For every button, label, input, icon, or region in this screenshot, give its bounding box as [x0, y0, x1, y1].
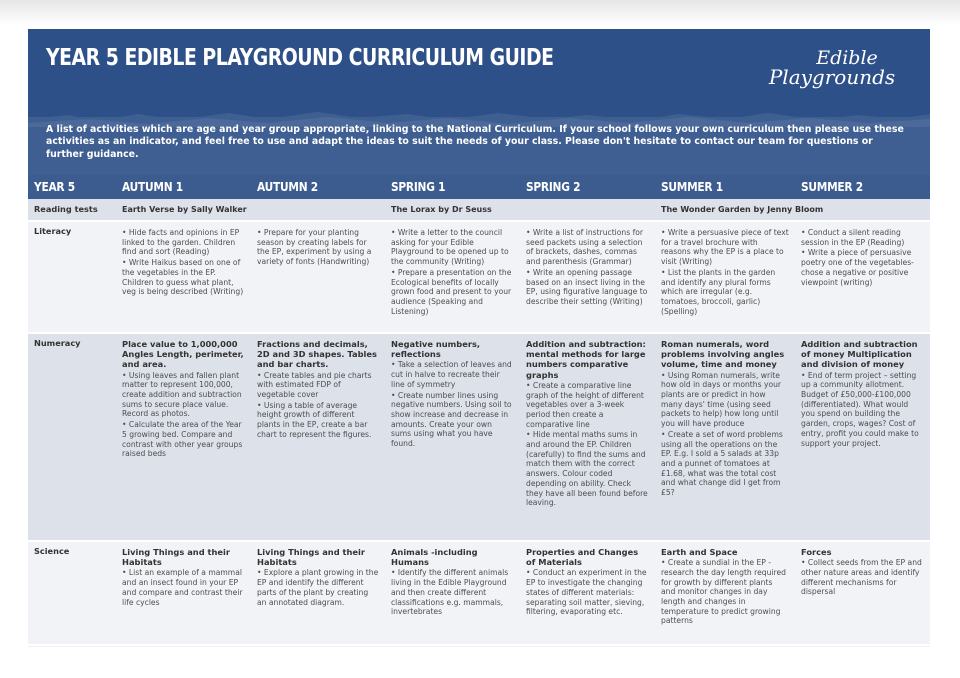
col-header-summer-1: SUMMER 1 [655, 175, 795, 199]
table-cell: Fractions and decimals, 2D and 3D shapes. Tables and bar charts. • Create tables and pie charts with estimated FDP of vegetable cover • Using a table of average height growth of different plants in the EP, create a bar chart to represent the figures. [251, 333, 385, 541]
table-cell: Roman numerals, word problems involving angles volume, time and money • Using Roman numerals, write how old in days or months your plants are or predict in how many days' time (using seed packets to help) how long until you will have produce • Create a set of word problems using all the operations on the EP. E.g. I sold a 5 salads at 33p and a punnet of tomatoes at £1.68, what was the total cost and what change did I get from £5? [655, 333, 795, 541]
col-header-summer-2: SUMMER 2 [795, 175, 930, 199]
table-cell: • Write a letter to the council asking for your Edible Playground to be opened up to the community (Writing) • Prepare a presentation on the Ecological benefits of locally grown food and present to your audience (Speaking and Listening) [385, 221, 520, 333]
col-header-spring-1: SPRING 1 [385, 175, 520, 199]
table-cell: • Conduct a silent reading session in the EP (Reading) • Write a piece of persuasive poetry one of the vegetables- chose a negative or positive viewpoint (writing) [795, 221, 930, 333]
row-label: Literacy [28, 221, 116, 333]
table-cell: Earth and Space • Create a sundial in the EP - research the day length required for growth by different plants and monitor changes in day length and changes in temperature to predict growing patterns [655, 541, 795, 645]
table-cell: • Prepare for your planting season by creating labels for the EP, experiment by using a variety of fonts (Handwriting) [251, 221, 385, 333]
row-label: Reading tests [28, 199, 116, 221]
curriculum-table [28, 175, 930, 646]
table-cell: Animals -including Humans • Identify the different animals living in the Edible Playground and then create different classifications e.g. mammals, invertebrates [385, 541, 520, 645]
logo-line-2: Playgrounds [768, 65, 896, 89]
intro-text: A list of activities which are age and year group appropriate, linking to the National Curriculum. If your school follows your own curriculum then please use these activities as an indicator, and feel free to use and adapt the ideas to suit the needs of your class. Please don't hesitate to contact our team for questions or further guidance. [46, 124, 904, 160]
table-cell: Properties and Changes of Materials • Conduct an experiment in the EP to investigate the changing states of different materials: separating soil matter, sieving, filtering, evaporating etc. [520, 541, 655, 645]
table-cell: • Write a persuasive piece of text for a travel brochure with reasons why the EP is a place to visit (Writing) • List the plants in the garden and identify any plural forms which are irregular (e.g. tomatoes, broccoli, garlic) (Spelling) [655, 221, 795, 333]
table-cell: Living Things and their Habitats • List an example of a mammal and an insect found in your EP and compare and contrast their life cycles [116, 541, 251, 645]
table-cell: Addition and subtraction: mental methods for large numbers comparative graphs • Create a comparative line graph of the height of different vegetables over a 3-week period then create a comparative line • Hide mental maths sums in and around the EP. Children (carefully) to find the sums and match them with the correct answers. Colour coded depending on ability. Check they have all been found before leaving. [520, 333, 655, 541]
reading-summer: The Wonder Garden by Jenny Bloom [655, 199, 930, 221]
col-header-spring-2: SPRING 2 [520, 175, 655, 199]
page-title: YEAR 5 EDIBLE PLAYGROUND CURRICULUM GUIDE [46, 45, 554, 71]
table-cell: • Hide facts and opinions in EP linked to the garden. Children find and sort (Reading) • Write Haikus based on one of the vegetables in the EP. Children to guess what plant, veg is being described (Writing) [116, 221, 251, 333]
table-cell: Negative numbers, reflections • Take a selection of leaves and cut in halve to recreate their line of symmetry • Create number lines using negative numbers. Using soil to show increase and decrease in amounts. Create your own sums using what you have found. [385, 333, 520, 541]
curriculum-guide-page [28, 29, 930, 647]
table-header-row [28, 175, 930, 199]
table-row-numeracy [28, 333, 930, 541]
col-header-autumn-2: AUTUMN 2 [251, 175, 385, 199]
table-cell: Forces • Collect seeds from the EP and other nature areas and identify different mechanisms for dispersal [795, 541, 930, 645]
edible-playgrounds-logo [762, 49, 902, 93]
table-row-science [28, 541, 930, 645]
col-header-autumn-1: AUTUMN 1 [116, 175, 251, 199]
page-top-shade [0, 0, 960, 26]
col-header-year: YEAR 5 [28, 175, 116, 199]
logo-line-1: Edible [816, 47, 878, 69]
table-cell: Place value to 1,000,000 Angles Length, perimeter, and area. • Using leaves and fallen plant matter to represent 100,000, create addition and subtraction sums to secure place value. Record as photos. • Calculate the area of the Year 5 growing bed. Compare and contrast with other year groups raised beds [116, 333, 251, 541]
table-cell: Living Things and their Habitats • Explore a plant growing in the EP and identify the different parts of the plant by creating an annotated diagram. [251, 541, 385, 645]
table-cell: Addition and subtraction of money Multiplication and division of money • End of term project – setting up a community allotment. Budget of £50,000-£100,000 (differentiated). What would you spend on building the garden, crops, wages? Cost of entry, profit you could make to support your project. [795, 333, 930, 541]
table-row-literacy [28, 221, 930, 333]
row-label: Numeracy [28, 333, 116, 541]
reading-autumn: Earth Verse by Sally Walker [116, 199, 385, 221]
table-cell: • Write a list of instructions for seed packets using a selection of brackets, dashes, commas and parenthesis (Grammar) • Write an opening passage based on an insect living in the EP, using figurative language to describe their setting (Writing) [520, 221, 655, 333]
table-row-reading [28, 199, 930, 221]
row-label: Science [28, 541, 116, 645]
reading-spring: The Lorax by Dr Seuss [385, 199, 655, 221]
